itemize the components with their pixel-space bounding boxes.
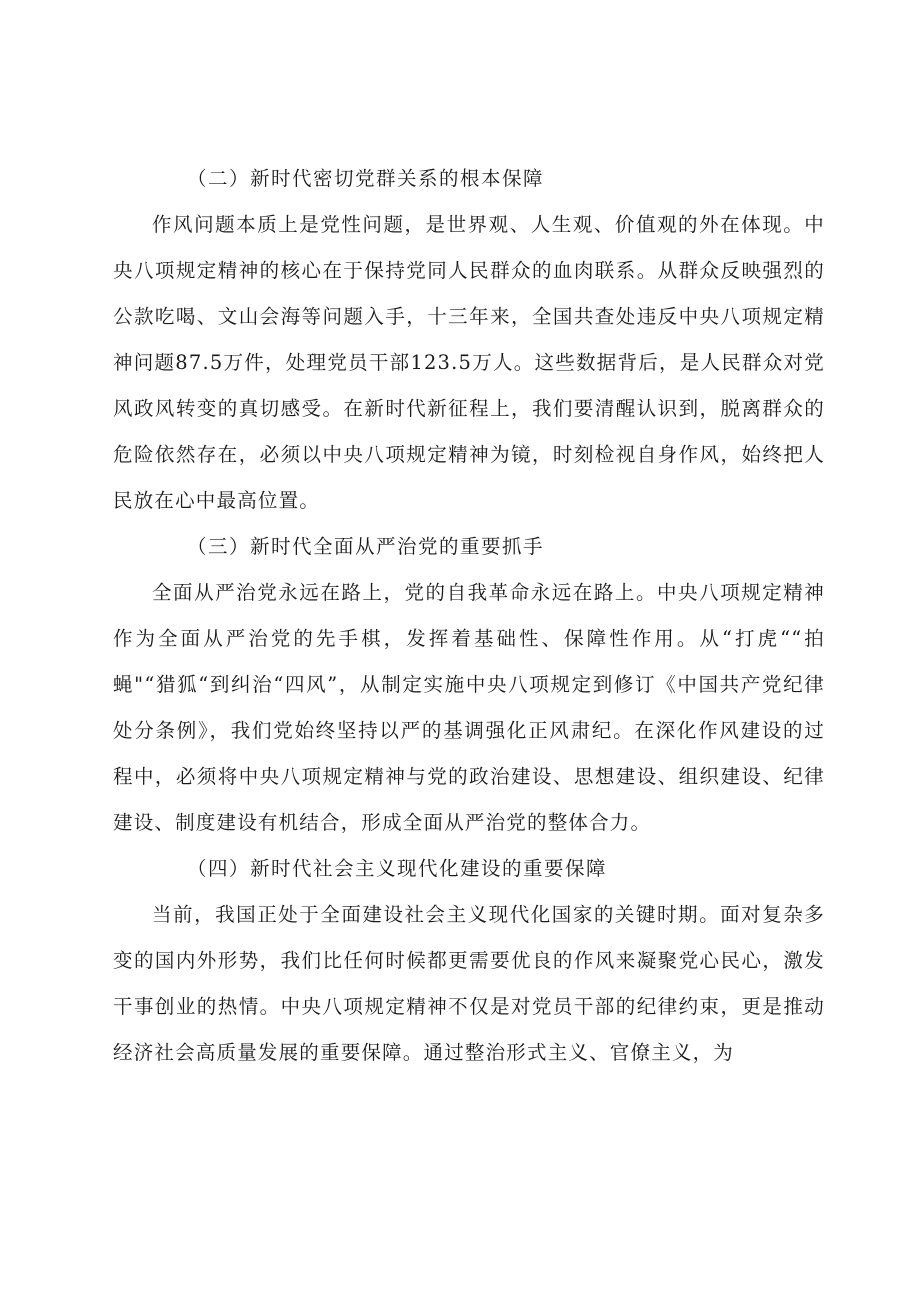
section-paragraph-2: 作风问题本质上是党性问题，是世界观、人生观、价值观的外在体现。中央八项规定精神的核心在于保持党同人民群众的血肉联系。从群众反映强烈的公款吃喝、文山会海等问题入手，十三年来，全国共查处违反中央八项规定精神问题87.5万件，处理党员干部123.5万人。这些数据背后，是人民群众对党风政风转变的真切感受。在新时代新征程上，我们要清醒认识到，脱离群众的危险依然存在，必须以中央八项规定精神为镜，时刻检视自身作风，始终把人民放在心中最高位置。 — [113, 213, 825, 512]
section-heading-4: （四）新时代社会主义现代化建设的重要保障 — [187, 857, 608, 880]
section-paragraph-3: 全面从严治党永远在路上，党的自我革命永远在路上。中央八项规定精神作为全面从严治党的先手棋，发挥着基础性、保障性作用。从“打虎““拍蝇"“猎狐“到纠治“四风”，从制定实施中央八项规定到修订《中国共产党纪律处分条例》，我们党始终坚持以严的基调强化正风肃纪。在深化作风建设的过程中，必须将中央八项规定精神与党的政治建设、思想建设、组织建设、纪律建设、制度建设有机结合，形成全面从严治党的整体合力。 — [113, 581, 825, 834]
document-body — [113, 156, 825, 1076]
section-paragraph-4: 当前，我国正处于全面建设社会主义现代化国家的关键时期。面对复杂多变的国内外形势，我们比任何时候都更需要优良的作风来凝聚党心民心，激发干事创业的热情。中央八项规定精神不仅是对党员干部的纪律约束，更是推动经济社会高质量发展的重要保障。通过整治形式主义、官僚主义，为 — [113, 903, 825, 1064]
section-heading-2: （二）新时代密切党群关系的根本保障 — [187, 167, 545, 190]
section-heading-3: （三）新时代全面从严治党的重要抓手 — [187, 535, 545, 558]
